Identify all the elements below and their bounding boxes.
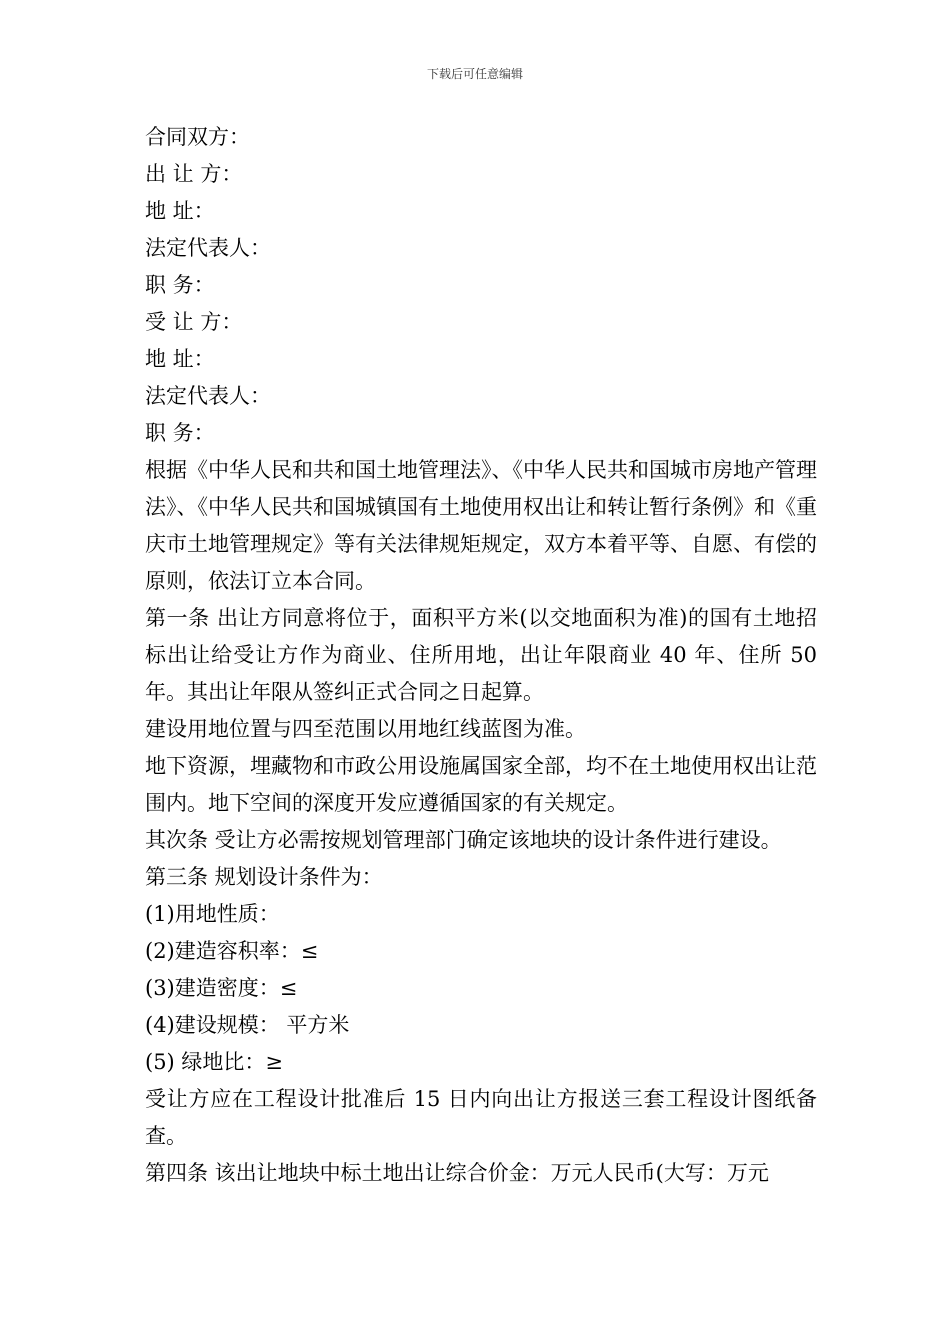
condition-5: (5) 绿地比：≥ bbox=[145, 1050, 284, 1074]
transferee-label: 受 让 方： bbox=[145, 310, 243, 334]
article-1-paragraph: 第一条 出让方同意将位于，面积平方米(以交地面积为准)的国有土地招标出让给受让方作为商业、住所用地，出让年限商业 40 年、住所 50 年。其出让年限从签纠正式合同之日起算。 bbox=[145, 606, 817, 704]
location-scope-paragraph: 建设用地位置与四至范围以用地红线蓝图为准。 bbox=[145, 717, 586, 741]
contract-body bbox=[145, 119, 817, 1192]
transferor-label: 出 让 方： bbox=[145, 162, 243, 186]
condition-1: (1)用地性质： bbox=[145, 902, 280, 926]
design-submission-paragraph: 受让方应在工程设计批准后 15 日内向出让方报送三套工程设计图纸备查。 bbox=[145, 1087, 817, 1148]
parties-heading: 合同双方： bbox=[145, 125, 250, 149]
article-2-paragraph: 其次条 受让方必需按规划管理部门确定该地块的设计条件进行建设。 bbox=[145, 828, 782, 852]
transferee-address: 地 址： bbox=[145, 347, 215, 371]
page-header: 下载后可任意编辑 bbox=[426, 67, 523, 81]
condition-4: (4)建设规模： 平方米 bbox=[145, 1013, 350, 1037]
preamble-paragraph: 根据《中华人民和共和国土地管理法》、《中华人民共和国城市房地产管理法》、《中华人民共和国城镇国有土地使用权出让和转让暂行条例》和《重庆市土地管理规定》等有关法律规矩规定，双方本着平等、自愿、有偿的原则，依法订立本合同。 bbox=[145, 458, 817, 593]
transferor-representative: 法定代表人： bbox=[145, 236, 271, 260]
transferee-representative: 法定代表人： bbox=[145, 384, 271, 408]
article-4-paragraph: 第四条 该出让地块中标土地出让综合价金：万元人民币(大写：万元 bbox=[145, 1161, 769, 1185]
transferor-address: 地 址： bbox=[145, 199, 215, 223]
transferor-title: 职 务： bbox=[145, 273, 215, 297]
article-3-heading: 第三条 规划设计条件为： bbox=[145, 865, 383, 889]
transferee-title: 职 务： bbox=[145, 421, 215, 445]
condition-2: (2)建造容积率：≤ bbox=[145, 939, 319, 963]
underground-paragraph: 地下资源，埋藏物和市政公用设施属国家全部，均不在土地使用权出让范围内。地下空间的深度开发应遵循国家的有关规定。 bbox=[145, 754, 817, 815]
condition-3: (3)建造密度：≤ bbox=[145, 976, 298, 1000]
